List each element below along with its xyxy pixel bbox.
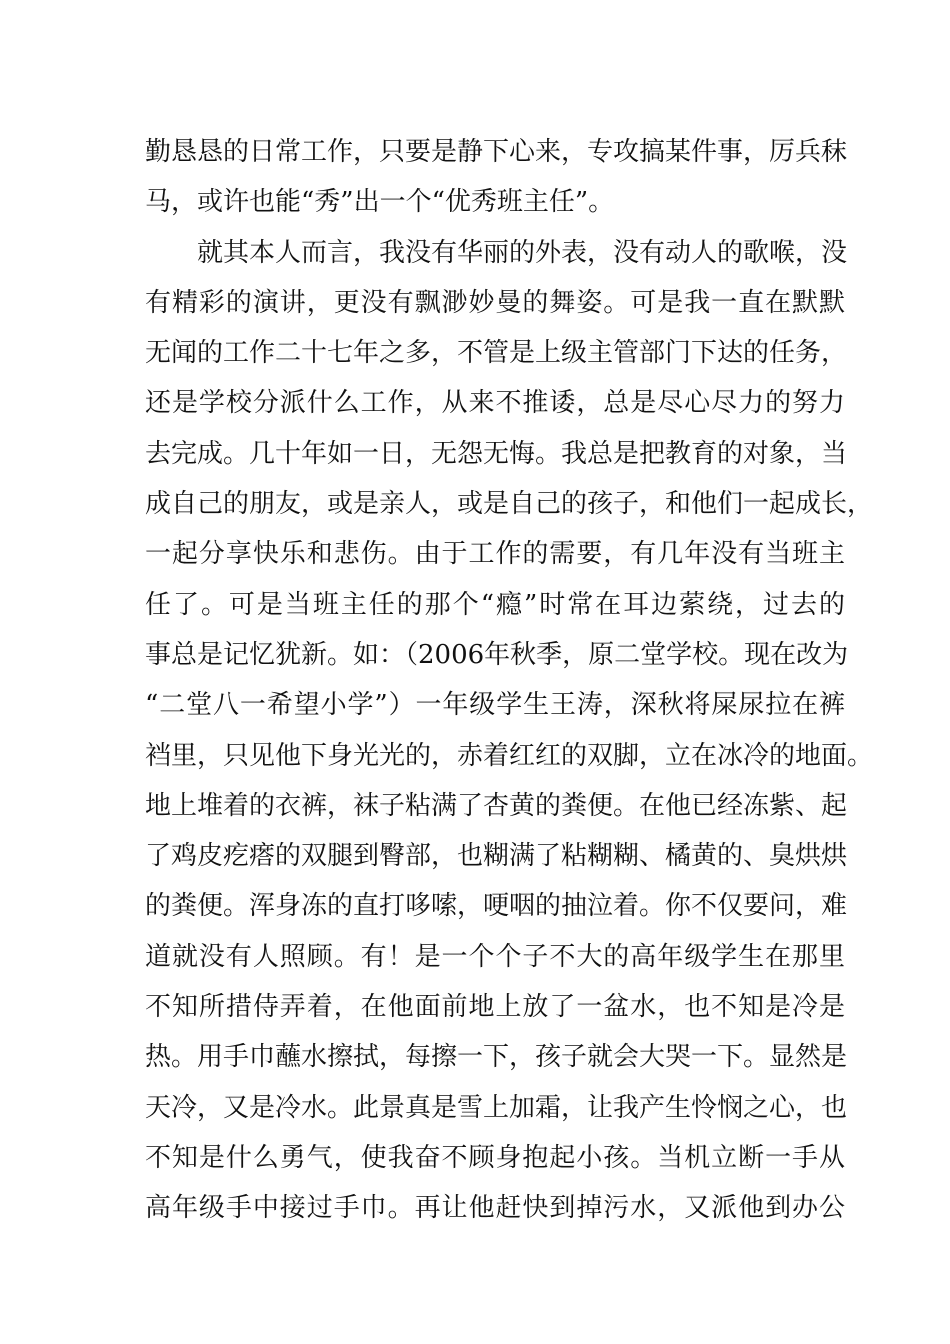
text-line: 勤恳恳的日常工作，只要是静下心来，专攻搞某件事，厉兵秣 [145, 137, 848, 167]
text-line: “二堂八一希望小学”）一年级学生王涛，深秋将屎尿拉在裤 [145, 690, 845, 721]
text-line: 不知所措侍弄着，在他面前地上放了一盆水，也不知是冷是 [145, 992, 845, 1023]
text-line: 任了。可是当班主任的那个“瘾”时常在耳边萦绕，过去的 [145, 589, 845, 620]
text-line: 马，或许也能“秀”出一个“优秀班主任”。 [145, 187, 615, 218]
text-line: 无闻的工作二十七年之多，不管是上级主管部门下达的任务， [145, 338, 848, 369]
text-line: 高年级手中接过手巾。再让他赶快到掉污水，又派他到办公 [145, 1193, 845, 1224]
text-line: 一起分享快乐和悲伤。由于工作的需要，有几年没有当班主 [145, 539, 845, 570]
text-line: 成自己的朋友，或是亲人，或是自己的孩子，和他们一起成长， [145, 489, 874, 520]
text-line: 去完成。几十年如一日，无怨无悔。我总是把教育的对象，当 [145, 438, 848, 469]
text-line: 热。用手巾蘸水擦拭，每擦一下，孩子就会大哭一下。显然是 [145, 1042, 848, 1073]
text-line: 了鸡皮疙瘩的双腿到臀部，也糊满了粘糊糊、橘黄的、臭烘烘 [145, 841, 848, 872]
text-line: 事总是记忆犹新。如：（2006年秋季，原二堂学校。现在改为 [145, 639, 849, 670]
text-line: 还是学校分派什么工作，从来不推诿，总是尽心尽力的努力 [145, 388, 845, 419]
body-text [145, 127, 874, 1234]
paragraph-first-line: 就其本人而言，我没有华丽的外表，没有动人的歌喉，没 [197, 237, 848, 268]
text-line: 裆里，只见他下身光光的，赤着红红的双脚，立在冰冷的地面。 [145, 740, 874, 771]
text-line: 地上堆着的衣裤，袜子粘满了杏黄的粪便。在他已经冻紫、起 [145, 790, 848, 821]
text-line: 的粪便。浑身冻的直打哆嗦，哽咽的抽泣着。你不仅要问，难 [145, 891, 848, 922]
text-line: 不知是什么勇气，使我奋不顾身抱起小孩。当机立断一手从 [145, 1142, 845, 1173]
text-line: 道就没有人照顾。有！是一个个子不大的高年级学生在那里 [145, 941, 845, 972]
text-line: 有精彩的演讲，更没有飘渺妙曼的舞姿。可是我一直在默默 [145, 287, 845, 318]
text-line: 天冷，又是冷水。此景真是雪上加霜，让我产生怜悯之心，也 [145, 1092, 848, 1123]
